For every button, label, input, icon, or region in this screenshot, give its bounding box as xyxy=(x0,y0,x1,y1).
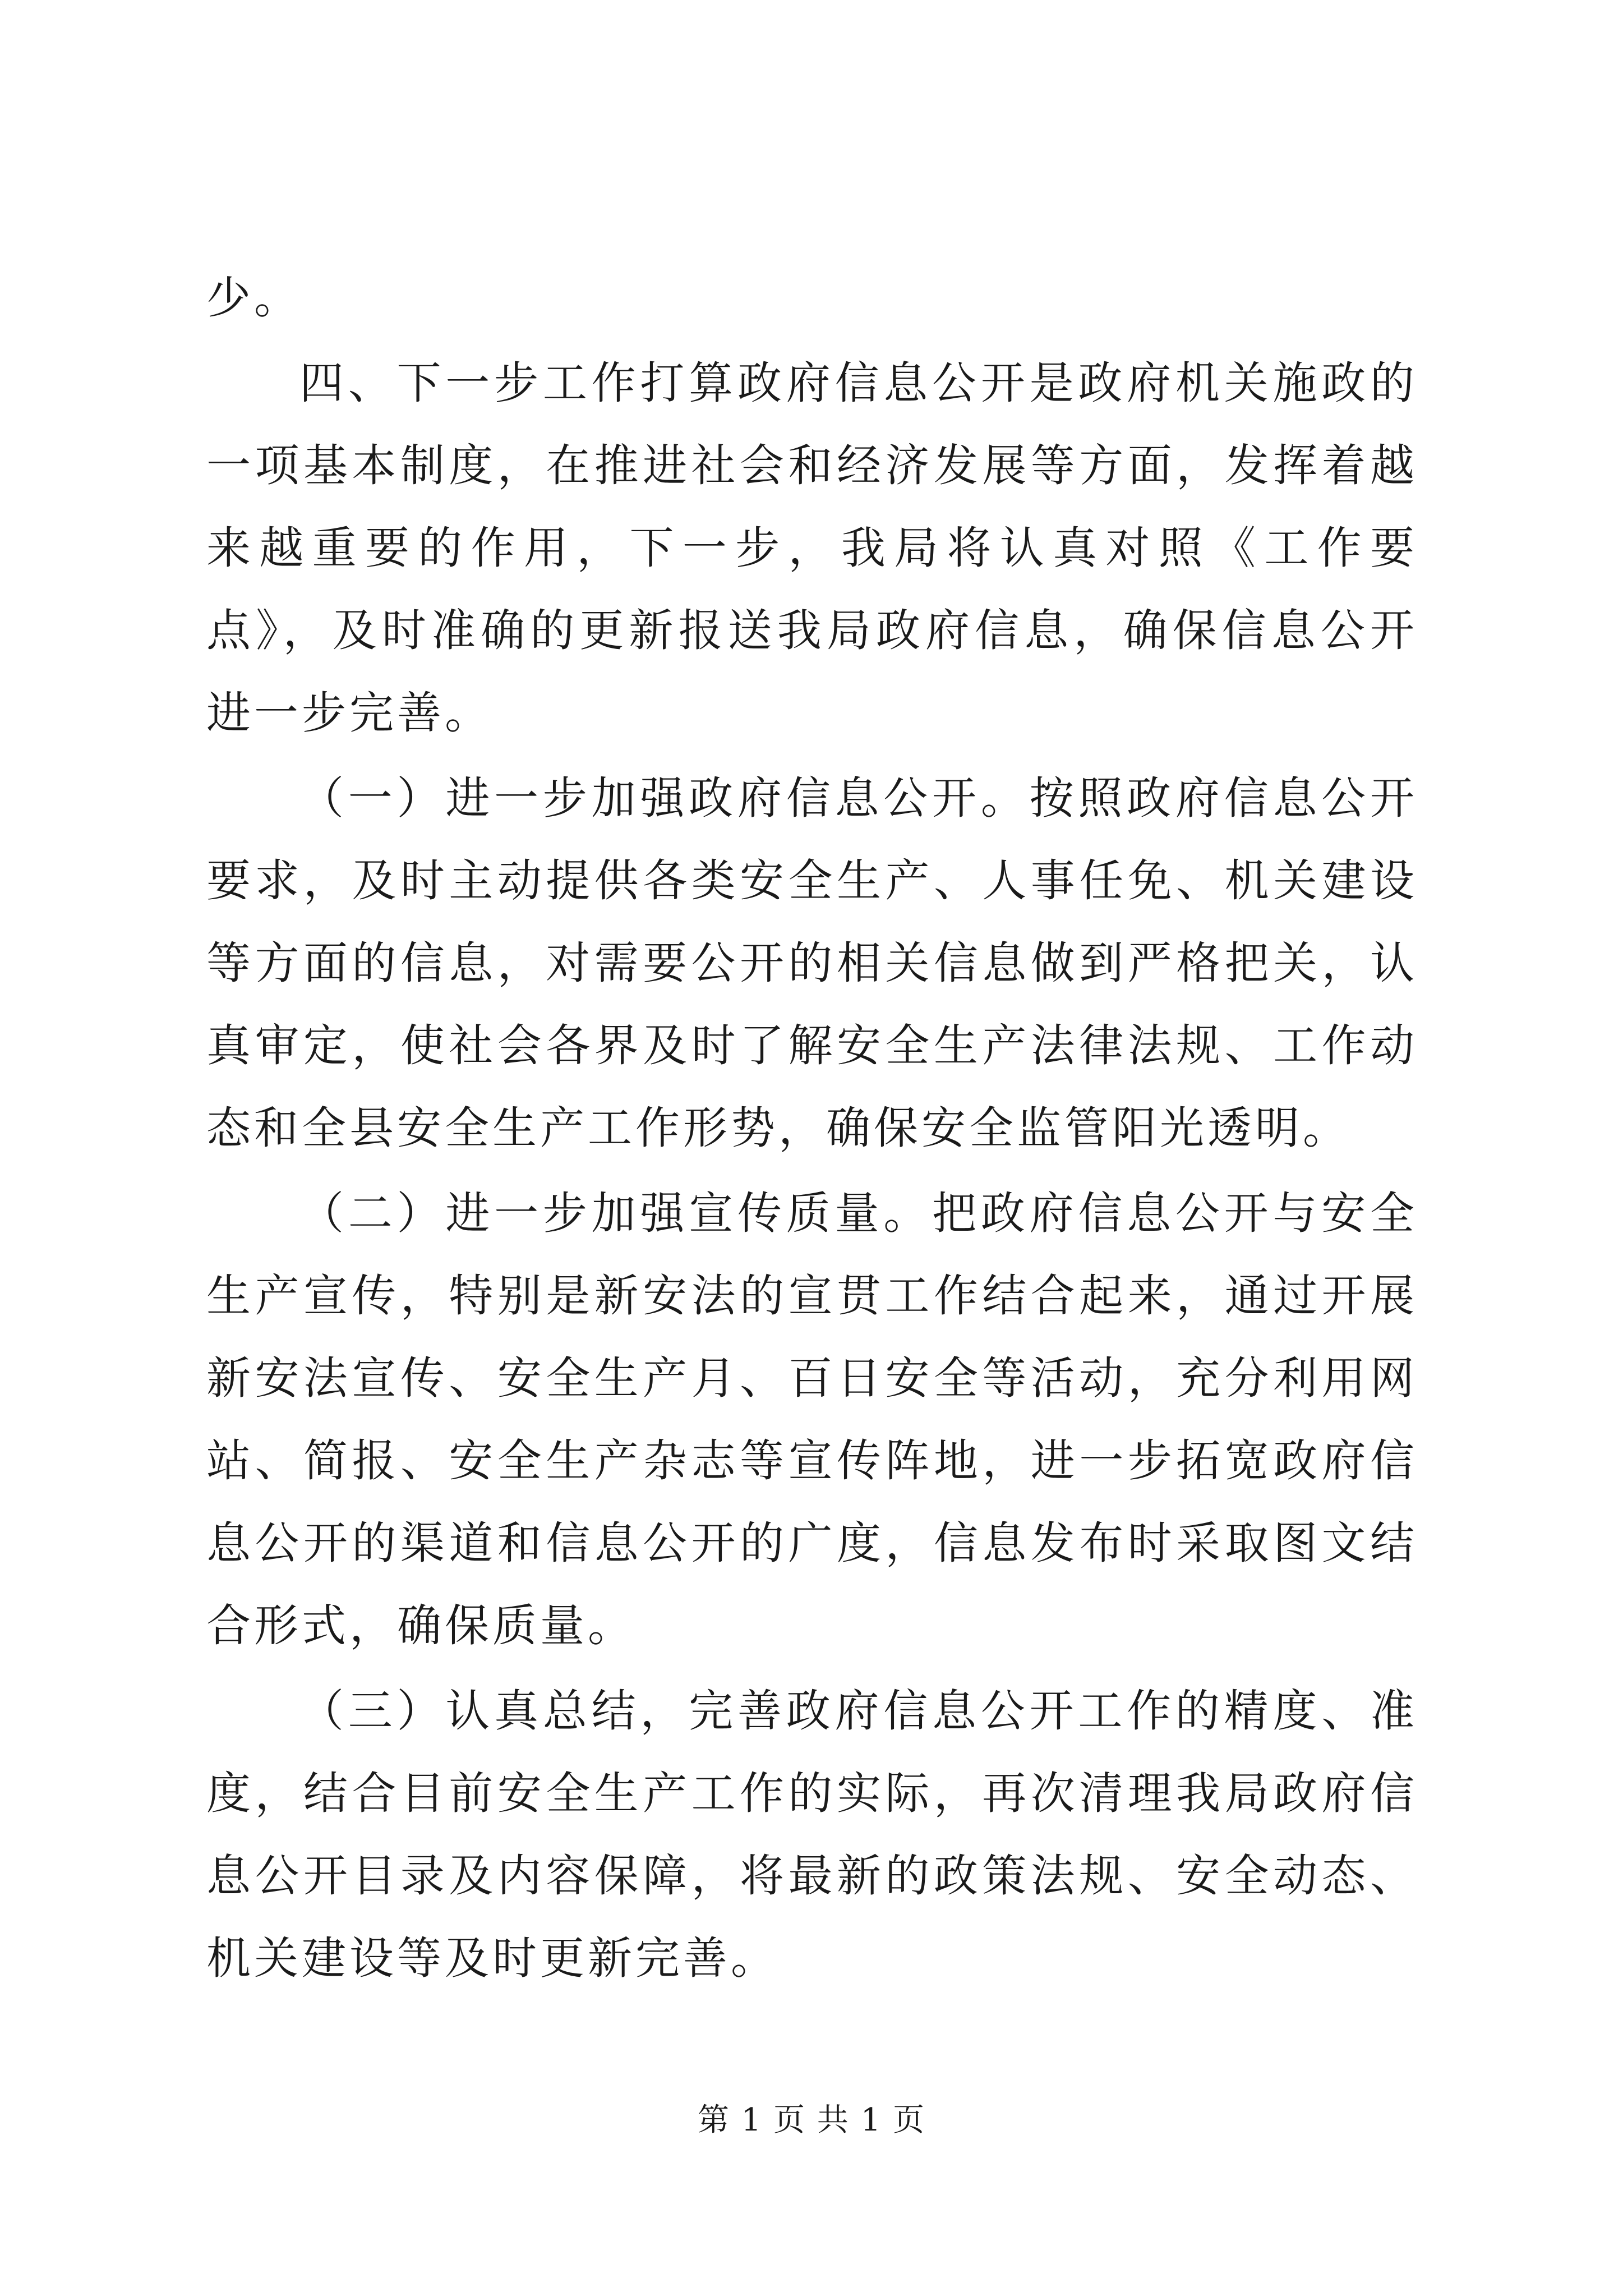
paragraph-item-1: （一）进一步加强政府信息公开。按照政府信息公开要求，及时主动提供各类安全生产、人事任免、机关建设等方面的信息，对需要公开的相关信息做到严格把关，认真审定，使社会各界及时了解安全生产法律法规、工作动态和全县安全生产工作形势，确保安全监管阳光透明。 xyxy=(206,772,1418,1154)
document-body xyxy=(206,257,1418,2003)
paragraph-continuation: 少。 xyxy=(206,272,302,324)
paragraph-item-2: （二）进一步加强宣传质量。把政府信息公开与安全生产宣传，特别是新安法的宣贯工作结合起来，通过开展新安法宣传、安全生产月、百日安全等活动，充分利用网站、简报、安全生产杂志等宣传阵地，进一步拓宽政府信息公开的渠道和信息公开的广度，信息发布时采取图文结合形式，确保质量。 xyxy=(206,1188,1418,1651)
page-number-footer: 第 1 页 共 1 页 xyxy=(697,2102,926,2138)
paragraph-next-steps: 四、下一步工作打算政府信息公开是政府机关施政的一项基本制度，在推进社会和经济发展等方面，发挥着越来越重要的作用，下一步，我局将认真对照《工作要点》，及时准确的更新报送我局政府信息，确保信息公开进一步完善。 xyxy=(206,357,1418,739)
paragraph-item-3: （三）认真总结，完善政府信息公开工作的精度、准度，结合目前安全生产工作的实际，再次清理我局政府信息公开目录及内容保障，将最新的政策法规、安全动态、机关建设等及时更新完善。 xyxy=(206,1685,1418,1984)
